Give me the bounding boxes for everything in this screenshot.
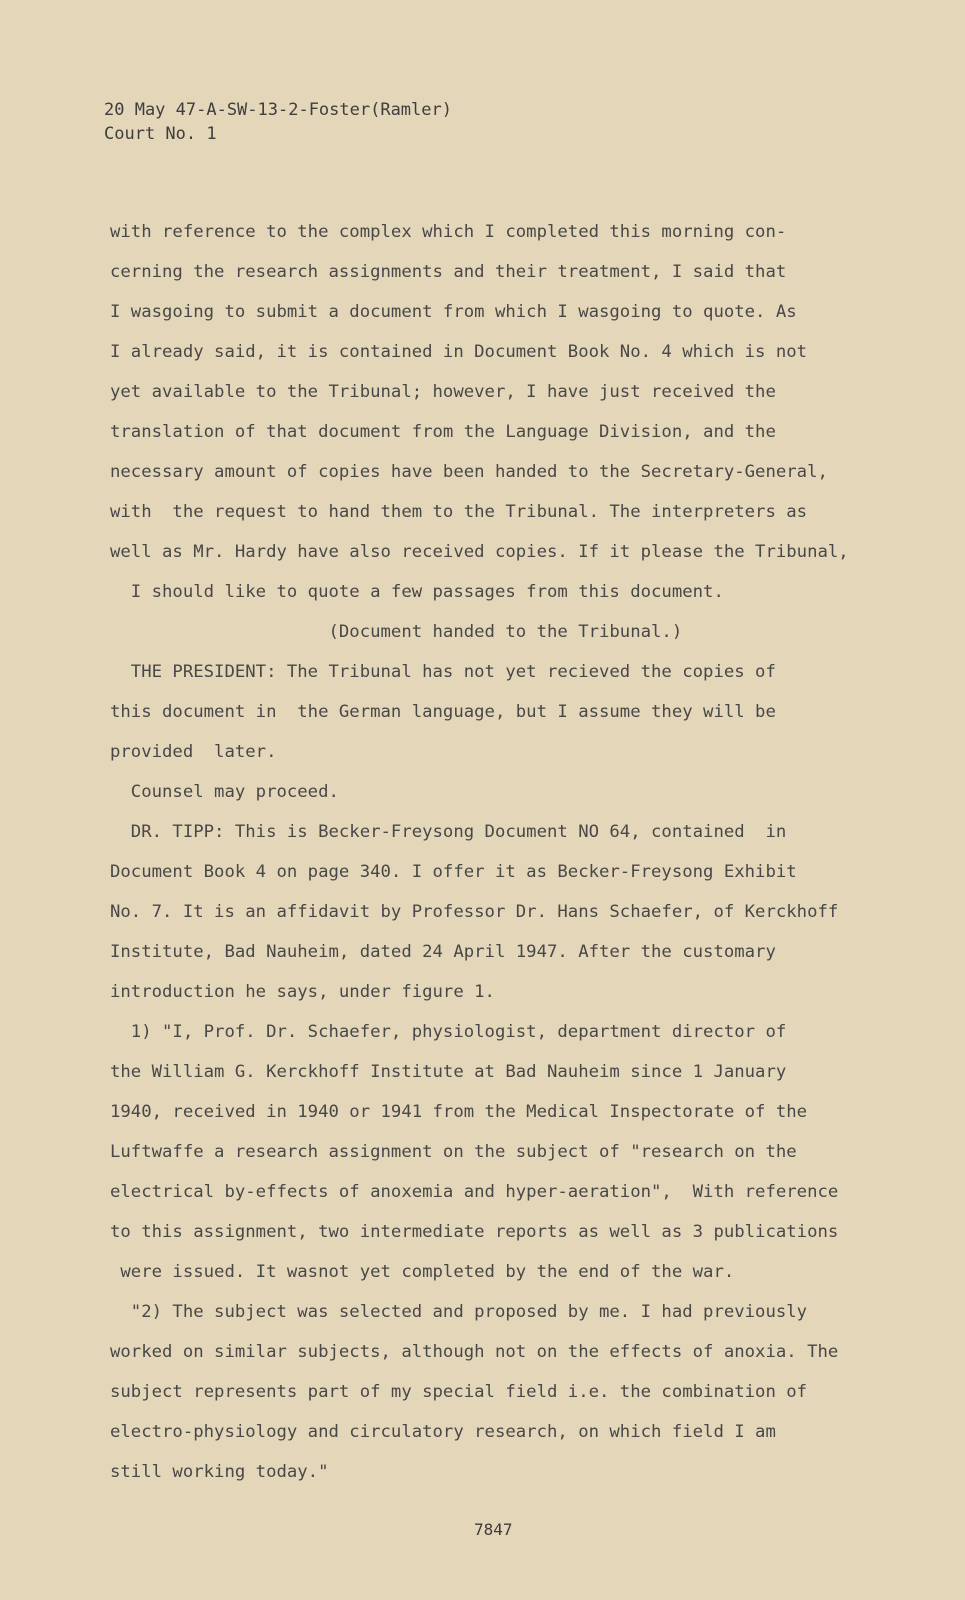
document-header [104,98,452,146]
text-line: Luftwaffe a research assignment on the subject of "research on the [110,1142,797,1162]
text-line: I wasgoing to submit a document from which I wasgoing to quote. As [110,302,797,322]
text-line: I already said, it is contained in Document Book No. 4 which is not [110,342,808,362]
text-line: Counsel may proceed. [110,782,339,802]
text-line: THE PRESIDENT: The Tribunal has not yet recieved the copies of [110,662,776,682]
text-line: 1940, received in 1940 or 1941 from the Medical Inspectorate of the [110,1102,808,1122]
text-line: 1) "I, Prof. Dr. Schaefer, physiologist, department director of [110,1022,787,1042]
text-line: this document in the German language, but I assume they will be [110,702,776,722]
text-line: Document Book 4 on page 340. I offer it as Becker-Freysong Exhibit [110,862,797,882]
header-line-1: 20 May 47-A-SW-13-2-Foster(Ramler) [104,100,452,120]
text-line: worked on similar subjects, although not on the effects of anoxia. The [110,1342,839,1362]
text-line: the William G. Kerckhoff Institute at Bad Nauheim since 1 January [110,1062,787,1082]
text-line: translation of that document from the Language Division, and the [110,422,776,442]
text-line: to this assignment, two intermediate reports as well as 3 publications [110,1222,839,1242]
text-line: electro-physiology and circulatory research, on which field I am [110,1422,776,1442]
text-line: DR. TIPP: This is Becker-Freysong Document NO 64, contained in [110,822,787,842]
text-line: No. 7. It is an affidavit by Professor Dr. Hans Schaefer, of Kerckhoff [110,902,839,922]
text-line: yet available to the Tribunal; however, I have just received the [110,382,776,402]
page-number: 7847 [474,1520,513,1539]
stage-direction: (Document handed to the Tribunal.) [110,622,683,642]
text-line: with the request to hand them to the Tribunal. The interpreters as [110,502,808,522]
text-line: well as Mr. Hardy have also received copies. If it please the Tribunal, [110,542,849,562]
text-line: provided later. [110,742,277,762]
text-line: cerning the research assignments and their treatment, I said that [110,262,787,282]
text-line: electrical by-effects of anoxemia and hyper-aeration", With reference [110,1182,839,1202]
text-line: "2) The subject was selected and proposed by me. I had previously [110,1302,808,1322]
transcript-body [110,212,855,1492]
text-line: with reference to the complex which I completed this morning con- [110,222,787,242]
text-line: necessary amount of copies have been handed to the Secretary-General, [110,462,828,482]
text-line: still working today." [110,1462,329,1482]
text-line: were issued. It wasnot yet completed by the end of the war. [110,1262,735,1282]
text-line: introduction he says, under figure 1. [110,982,495,1002]
text-line: Institute, Bad Nauheim, dated 24 April 1947. After the customary [110,942,776,962]
header-line-2: Court No. 1 [104,124,217,144]
text-line: I should like to quote a few passages from this document. [110,582,724,602]
text-line: subject represents part of my special field i.e. the combination of [110,1382,808,1402]
